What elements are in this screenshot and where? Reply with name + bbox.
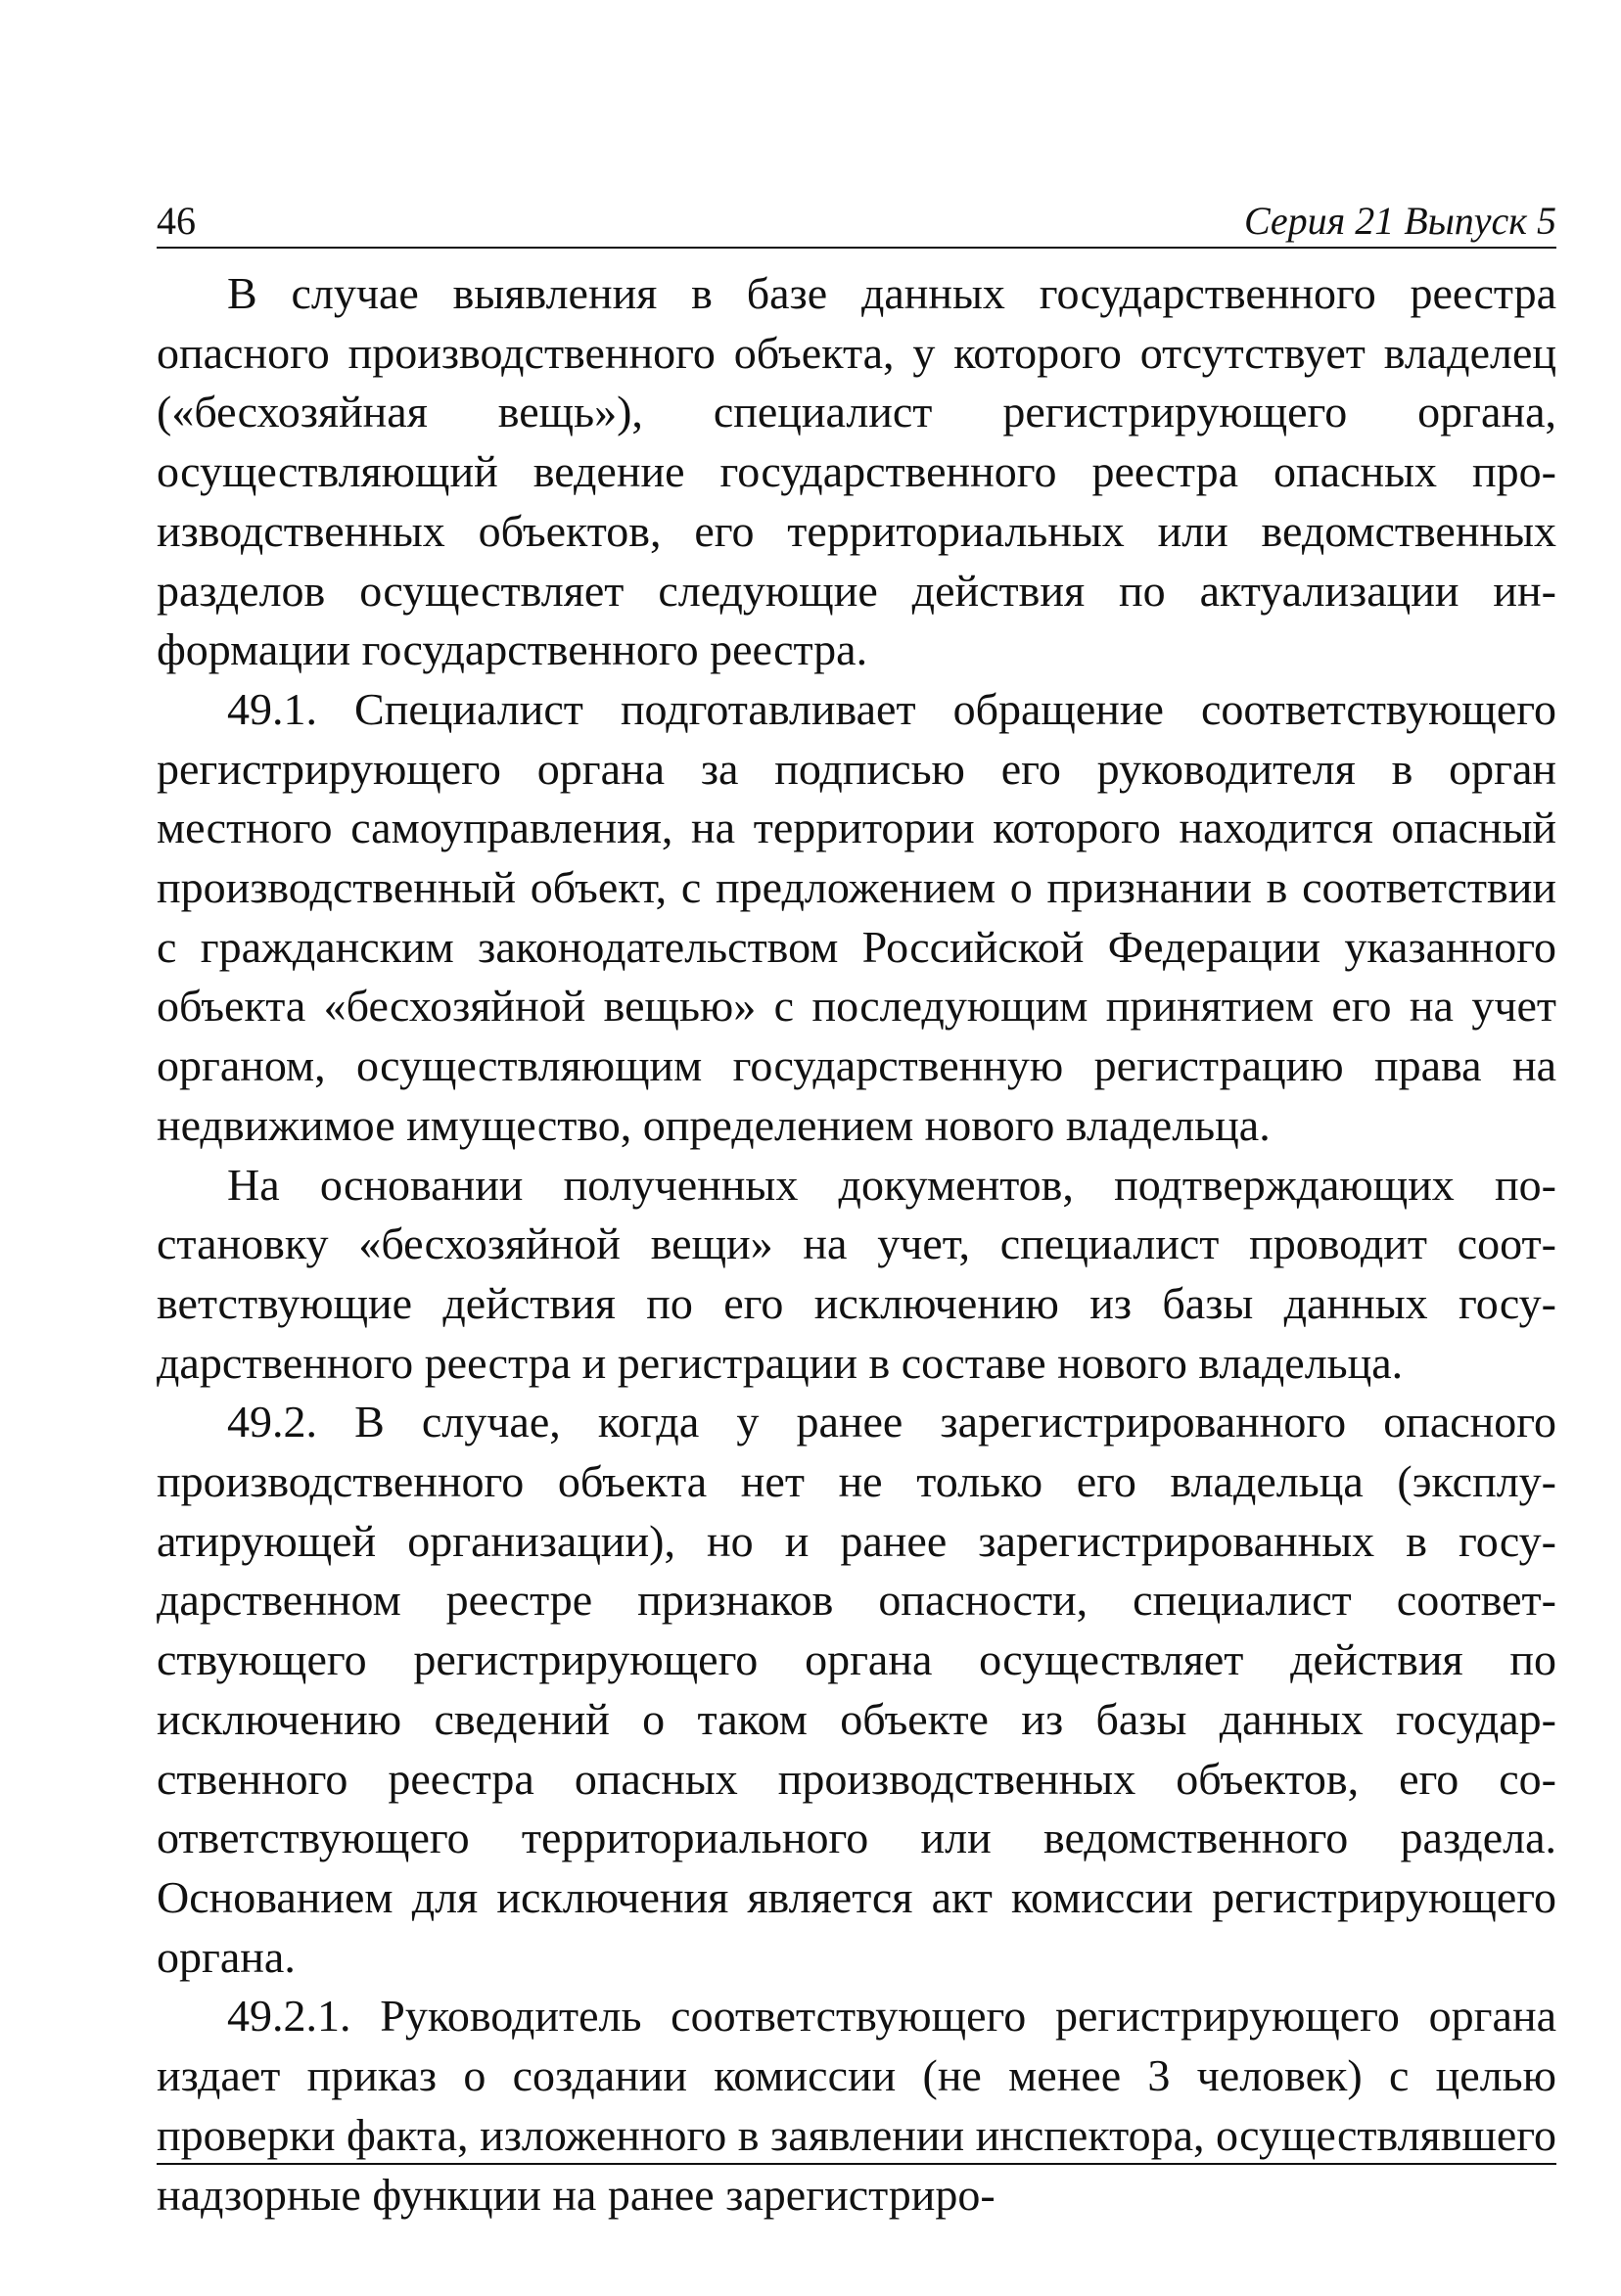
paragraph-ownerless-object: В случае выявления в базе данных государственного реестра опасного производственного объекта, у которого отсутствует владелец («бесхозяйная вещь»), специалист регистрирующего органа, осуществляющий ведение государственного реестра опасных производственных объектов, его территориальных или ведомственных разделов осуществляет следующие действия по актуализации информации государственного реестра. <box>157 268 1556 675</box>
paragraph-49-2-1: 49.2.1. Руководитель соответствующего регистрирующего органа издает приказ о создании комиссии (не менее 3 человек) с целью проверки факта, изложенного в заявлении инспектора, осуществлявшего надзорные функции на ранее зарегистриро- <box>157 1991 1556 2220</box>
paragraph-49-1: 49.1. Специалист подготавливает обращение соответствующего регистрирующего органа за подписью его руководителя в орган местного самоуправления, на территории которого находится опасный производственный объект, с предложением о признании в соответствии с гражданским законодательством Российской Федерации указанного объекта «бесхозяйной вещью» с последующим принятием его на учет органом, осуществляющим государственную регистрацию права на недвижимое имущество, определением нового владельца. <box>157 683 1556 1150</box>
paragraph-49-2: 49.2. В случае, когда у ранее зарегистрированного опасного производственного объекта нет не только его владельца (эксплуатирующей организации), но и ранее зарегистрированных в государственном реестре признаков опасности, специалист соответствующего регистрирующего органа осуществляет действия по исключению сведений о таком объекте из базы данных государственного реестра опасных производственных объектов, его соответствующего территориального или ведомственного раздела. Основанием для исключения является акт комиссии регистрирующего органа. <box>157 1397 1556 1982</box>
body-text <box>157 264 1556 2225</box>
page-header <box>157 196 1556 249</box>
page-number: 46 <box>157 199 196 243</box>
running-head: Серия 21 Выпуск 5 <box>1243 199 1556 243</box>
footer-rule <box>157 2163 1556 2165</box>
paragraph-documents-basis: На основании полученных документов, подтверждающих постановку «бесхозяйной вещи» на учет, специалист проводит соответствующие действия по его исключению из базы данных государственного реестра и регистрации в составе нового владельца. <box>157 1159 1556 1388</box>
